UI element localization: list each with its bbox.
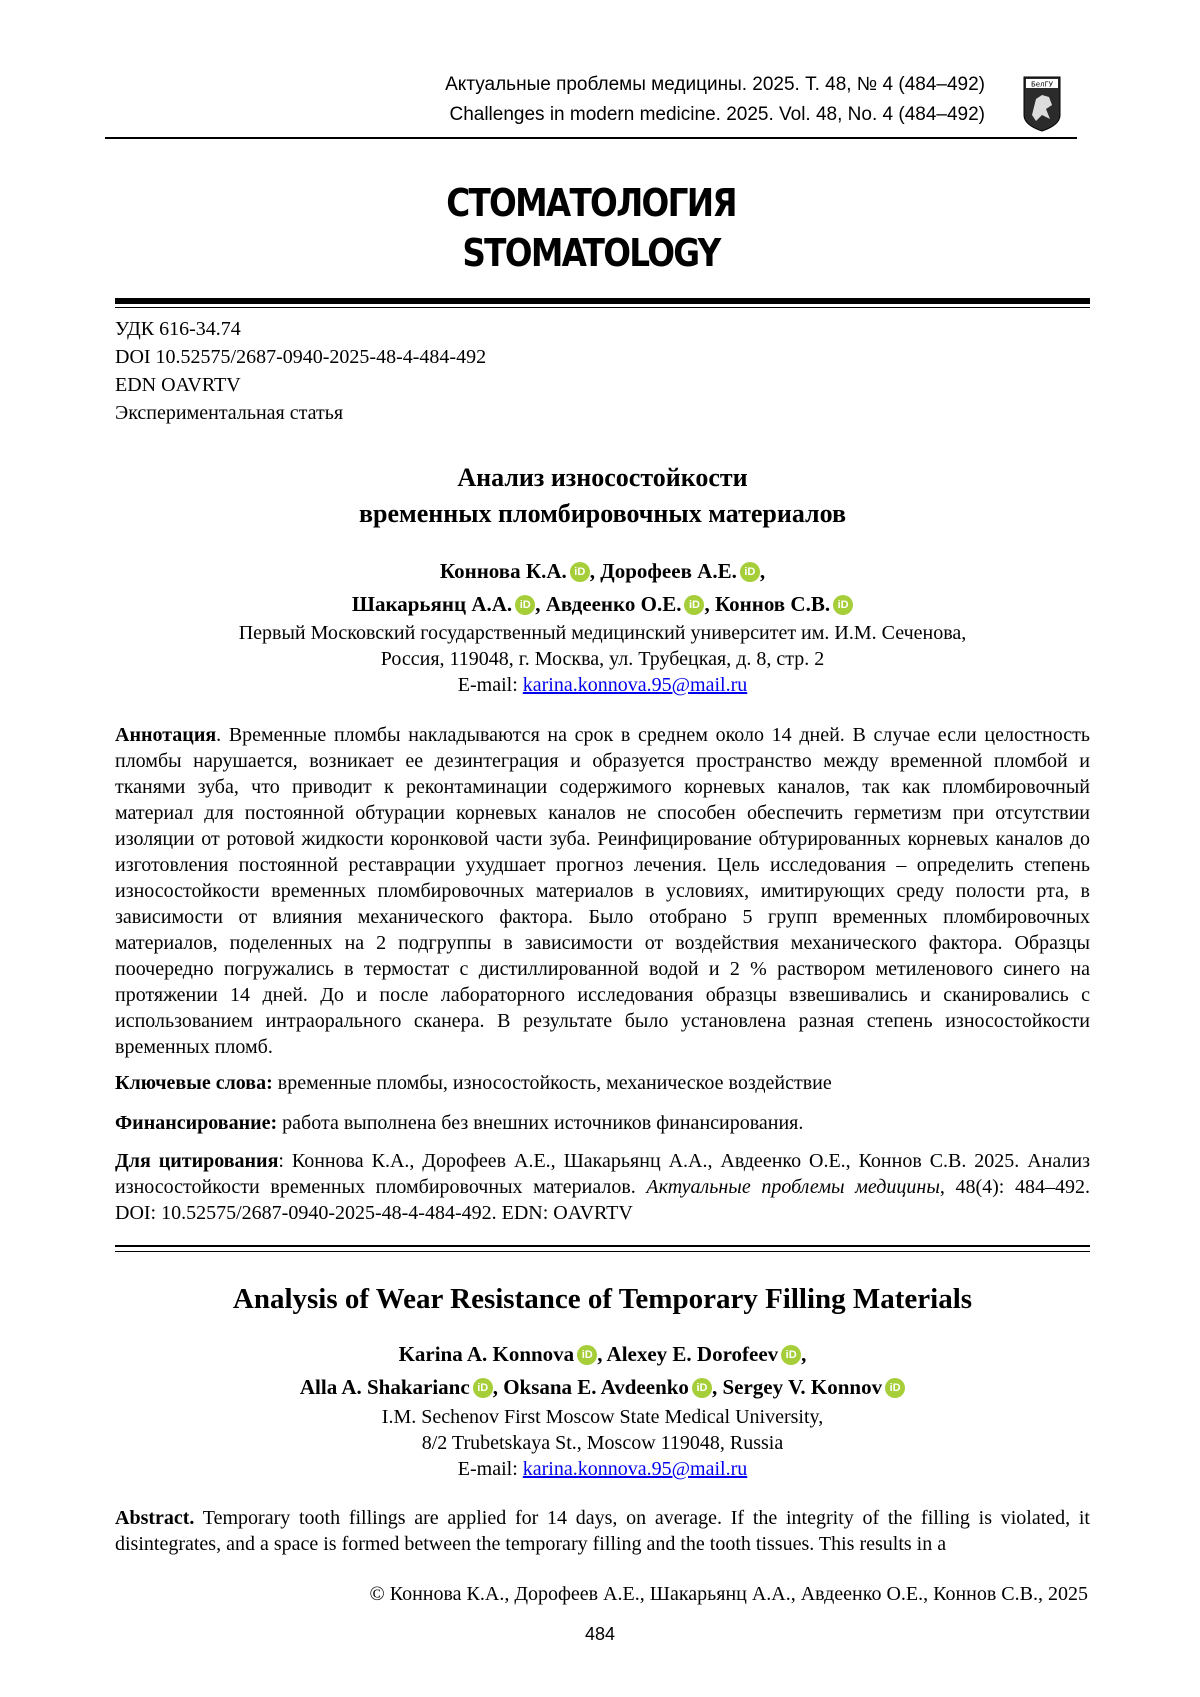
running-header bbox=[105, 70, 985, 130]
author-ru: Авдеенко О.Е. bbox=[545, 592, 682, 616]
author-ru: Шакарьянц А.А. bbox=[351, 592, 513, 616]
running-header-en: Challenges in modern medicine. 2025. Vol. 48, No. 4 (484–492) bbox=[449, 104, 985, 125]
title-ru-line-2: временных пломбировочных материалов bbox=[358, 499, 847, 528]
keywords-ru bbox=[115, 1070, 1090, 1096]
abstract-ru-label: Аннотация bbox=[115, 724, 217, 746]
orcid-icon[interactable]: iD bbox=[515, 595, 535, 615]
section-thin-rule bbox=[115, 307, 1090, 308]
affiliation-ru bbox=[115, 620, 1090, 698]
authors-ru bbox=[115, 555, 1090, 621]
article-metadata bbox=[115, 315, 1075, 427]
page-number: 484 bbox=[584, 1624, 616, 1644]
copyright: © Коннова К.А., Дорофеев А.Е., Шакарьянц А.А., Авдеенко О.Е., Коннов С.В., 2025 bbox=[369, 1583, 1088, 1605]
affiliation-en-line-2: 8/2 Trubetskaya St., Moscow 119048, Russia bbox=[421, 1432, 784, 1454]
divider-thick bbox=[115, 1245, 1090, 1247]
affiliation-ru-line-2: Россия, 119048, г. Москва, ул. Трубецкая, д. 8, стр. 2 bbox=[380, 648, 825, 670]
citation-text-1: : Коннова К.А., Дорофеев А.Е., Шакарьянц А.А., Авдеенко О.Е., Коннов С.В. 2025. Анализ износостойкости временных пломбировочных материалов. bbox=[115, 1150, 1090, 1198]
logo-text: БелГУ bbox=[1030, 80, 1054, 89]
udk: УДК 616-34.74 bbox=[115, 318, 241, 340]
abstract-en-label: Abstract. bbox=[115, 1507, 195, 1529]
author-ru: Коннов С.В. bbox=[714, 592, 831, 616]
orcid-icon[interactable]: iD bbox=[740, 562, 760, 582]
author-en: Alla A. Shakarianc bbox=[299, 1375, 470, 1399]
email-en bbox=[115, 1456, 1090, 1482]
funding-text: работа выполнена без внешних источников финансирования. bbox=[277, 1112, 804, 1134]
affiliation-en bbox=[115, 1404, 1090, 1482]
authors-en-line-1: Karina A. Konnova iD , Alexey E. Dorofeev iD , bbox=[398, 1342, 807, 1366]
author-ru: Дорофеев А.Е. bbox=[600, 559, 737, 583]
affiliation-en-line-1: I.M. Sechenov First Moscow State Medical University, bbox=[381, 1406, 824, 1428]
authors-en-line-2: Alla A. Shakarianc iD , Oksana E. Avdeenko iD , Sergey V. Konnov iD bbox=[115, 1371, 1090, 1404]
article-title-ru bbox=[115, 460, 1090, 532]
orcid-icon[interactable]: iD bbox=[833, 595, 853, 615]
keywords-label: Ключевые слова: bbox=[115, 1072, 273, 1094]
edn: EDN OAVRTV bbox=[115, 374, 241, 396]
email-label: E-mail: bbox=[457, 674, 518, 696]
title-ru-line-1: Анализ износостойкости bbox=[457, 463, 748, 492]
abstract-en-text: Temporary tooth fillings are applied for 14 days, on average. If the integrity of the filling is violated, it disintegrates, and a space is formed between the temporary filling and the tooth tissues. This results in a bbox=[115, 1507, 1090, 1555]
email-label: E-mail: bbox=[457, 1458, 518, 1480]
author-en: Karina A. Konnova bbox=[398, 1342, 575, 1366]
keywords-text: временные пломбы, износостойкость, механическое воздействие bbox=[272, 1072, 832, 1094]
citation-label: Для цитирования bbox=[115, 1150, 279, 1172]
orcid-icon[interactable]: iD bbox=[570, 562, 590, 582]
abstract-ru-text: . Временные пломбы накладываются на срок в среднем около 14 дней. В случае если целостность пломбы нарушается, возникает ее дезинтеграция и образуется пространство между временной пломбой и тканями зуба, что приводит к реконтаминации содержимого корневых каналов, так как пломбировочный материал для постоянной обтурации корневых каналов не способен обеспечить герметизм при отсутствии изоляции от ротовой жидкости коронковой части зуба. Реинфицирование обтурированных корневых каналов до изготовления постоянной реставрации ухудшает прогноз лечения. Цель исследования – определить степень износостойкости временных пломбировочных материалов в условиях, имитирующих среду полости рта, в зависимости от влияния механического фактора. Было отобрано 5 групп временных пломбировочных материалов, поделенных на 2 подгруппы в зависимости от воздействия механического фактора. Образцы поочередно погружались в термостат с дистиллированной водой и 2 % раствором метиленового синего на протяжении 14 дней. До и после лабораторного исследования образцы взвешивались и сканировались с использованием интраорального сканера. В результате было установлена разная степень износостойкости временных пломб. bbox=[115, 724, 1090, 1058]
article-title-en: Analysis of Wear Resistance of Temporary Filling Materials bbox=[232, 1283, 973, 1315]
abstract-ru bbox=[115, 722, 1090, 1060]
author-en: Alexey E. Dorofeev bbox=[606, 1342, 779, 1366]
author-en: Oksana E. Avdeenko bbox=[503, 1375, 689, 1399]
funding-ru bbox=[115, 1110, 1090, 1136]
doi: DOI 10.52575/2687-0940-2025-48-4-484-492 bbox=[115, 346, 487, 368]
authors-en bbox=[115, 1338, 1090, 1404]
author-ru: Коннова К.А. bbox=[439, 559, 567, 583]
section-heading bbox=[173, 178, 1009, 278]
section-heading-ru: СТОМАТОЛОГИЯ bbox=[446, 181, 736, 225]
affiliation-ru-line-1: Первый Московский государственный медицинский университет им. И.М. Сеченова, bbox=[238, 622, 967, 644]
email-ru bbox=[115, 672, 1090, 698]
orcid-icon[interactable]: iD bbox=[781, 1345, 801, 1365]
divider-thin bbox=[115, 1251, 1090, 1252]
abstract-en bbox=[115, 1505, 1090, 1557]
author-en: Sergey V. Konnov bbox=[722, 1375, 883, 1399]
running-header-ru: Актуальные проблемы медицины. 2025. Т. 48, № 4 (484–492) bbox=[445, 74, 985, 95]
orcid-icon[interactable]: iD bbox=[577, 1345, 597, 1365]
header-rule bbox=[105, 137, 1077, 139]
university-logo-icon bbox=[1022, 75, 1062, 133]
email-link[interactable]: karina.konnova.95@mail.ru bbox=[522, 674, 748, 696]
email-link[interactable]: karina.konnova.95@mail.ru bbox=[522, 1458, 748, 1480]
citation-journal: Актуальные проблемы медицины bbox=[646, 1176, 940, 1198]
authors-ru-line-2: Шакарьянц А.А. iD , Авдеенко О.Е. iD , Коннов С.В. iD bbox=[115, 588, 1090, 621]
citation-ru bbox=[115, 1148, 1090, 1226]
orcid-icon[interactable]: iD bbox=[473, 1378, 493, 1398]
orcid-icon[interactable]: iD bbox=[885, 1378, 905, 1398]
orcid-icon[interactable]: iD bbox=[692, 1378, 712, 1398]
article-type: Экспериментальная статья bbox=[115, 402, 344, 424]
section-heading-en: STOMATOLOGY bbox=[462, 231, 720, 275]
citation-text-2: , 48(4): 484–492. DOI: 10.52575/2687-0940-2025-48-4-484-492. EDN: OAVRTV bbox=[115, 1176, 1090, 1224]
authors-ru-line-1: Коннова К.А. iD , Дорофеев А.Е. iD , bbox=[439, 559, 766, 583]
orcid-icon[interactable]: iD bbox=[684, 595, 704, 615]
section-thick-rule bbox=[115, 298, 1090, 304]
funding-label: Финансирование: bbox=[115, 1112, 278, 1134]
